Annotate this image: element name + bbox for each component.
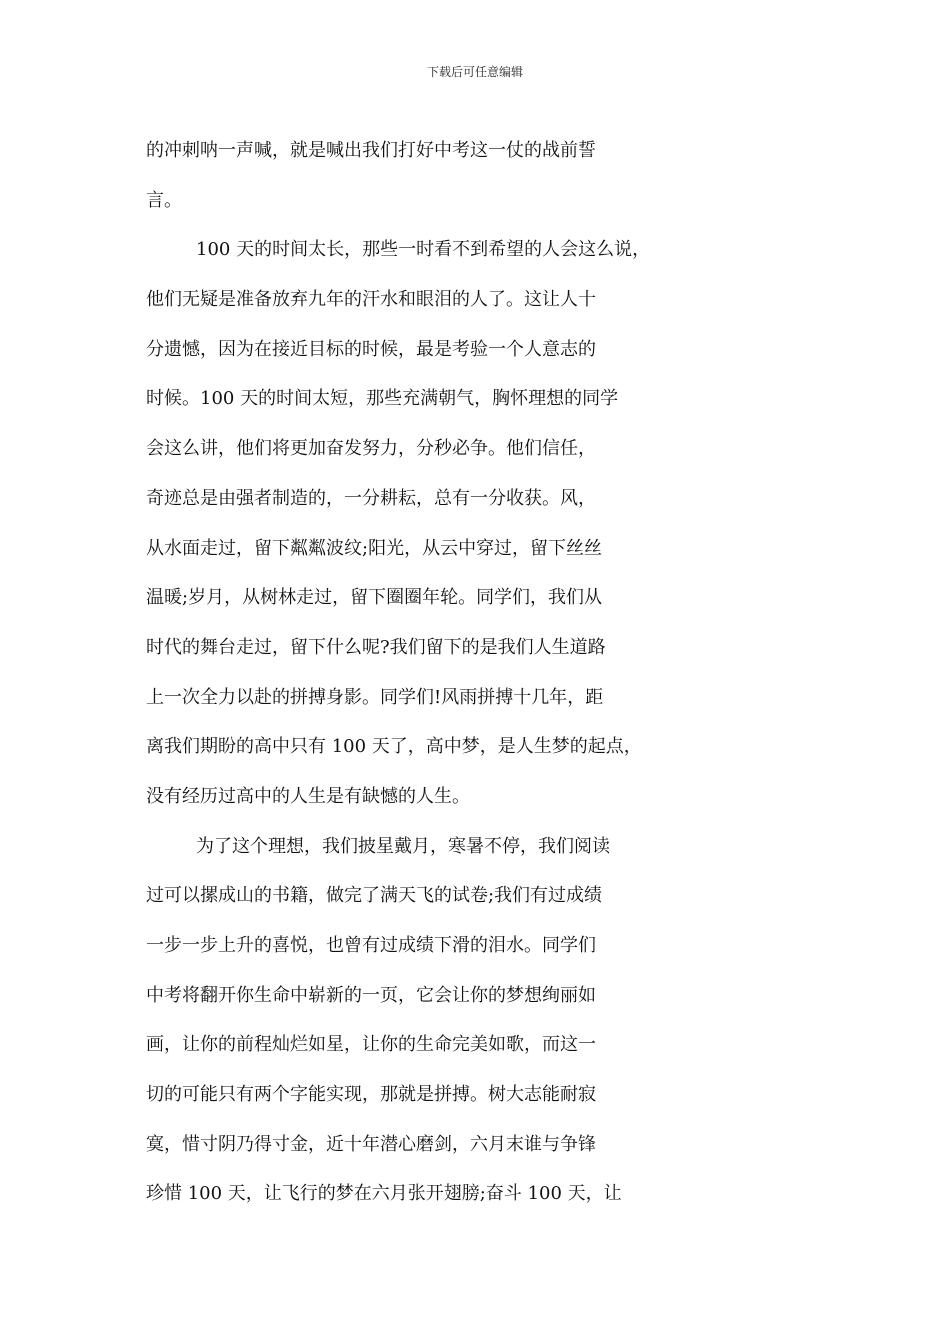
text-line: 时代的舞台走过，留下什么呢?我们留下的是我们人生道路	[146, 636, 606, 658]
text-line: 过可以摞成山的书籍，做完了满天飞的试卷;我们有过成绩	[146, 885, 603, 907]
text-line: 珍惜 100 天，让飞行的梦在六月张开翅膀;奋斗 100 天，让	[146, 1183, 622, 1205]
text-line: 离我们期盼的高中只有 100 天了，高中梦，是人生梦的起点，	[146, 736, 642, 758]
text-line: 温暖;岁月，从树林走过，留下圈圈年轮。同学们，我们从	[146, 587, 603, 609]
text-line: 奇迹总是由强者制造的，一分耕耘，总有一分收获。风，	[146, 487, 596, 509]
text-line: 会这么讲，他们将更加奋发努力，分秒必争。他们信任，	[146, 438, 596, 460]
text-line: 寞，惜寸阴乃得寸金，近十年潜心磨剑，六月末谁与争锋	[146, 1133, 596, 1155]
text-line: 100 天的时间太长，那些一时看不到希望的人会这么说，	[196, 239, 651, 261]
text-line: 画，让你的前程灿烂如星，让你的生命完美如歌，而这一	[146, 1034, 596, 1056]
text-line: 分遗憾，因为在接近目标的时候，最是考验一个人意志的	[146, 338, 596, 360]
text-line: 为了这个理想，我们披星戴月，寒暑不停，我们阅读	[196, 835, 610, 857]
text-line: 从水面走过，留下粼粼波纹;阳光，从云中穿过，留下丝丝	[146, 537, 603, 559]
text-line: 中考将翻开你生命中崭新的一页，它会让你的梦想绚丽如	[146, 984, 596, 1006]
text-line: 上一次全力以赴的拼搏身影。同学们!风雨拼搏十几年，距	[146, 686, 604, 708]
page-header: 下载后可任意编辑	[426, 65, 523, 79]
text-line: 没有经历过高中的人生是有缺憾的人生。	[146, 785, 470, 807]
text-line: 他们无疑是准备放弃九年的汗水和眼泪的人了。这让人十	[146, 289, 596, 311]
text-line: 切的可能只有两个字能实现，那就是拼搏。树大志能耐寂	[146, 1084, 596, 1106]
document-body	[0, 126, 950, 1219]
text-line: 言。	[146, 189, 182, 211]
text-line: 时候。100 天的时间太短，那些充满朝气，胸怀理想的同学	[146, 388, 619, 410]
text-line: 一步一步上升的喜悦，也曾有过成绩下滑的泪水。同学们	[146, 935, 596, 956]
text-line: 的冲刺呐一声喊，就是喊出我们打好中考这一仗的战前誓	[146, 140, 596, 161]
